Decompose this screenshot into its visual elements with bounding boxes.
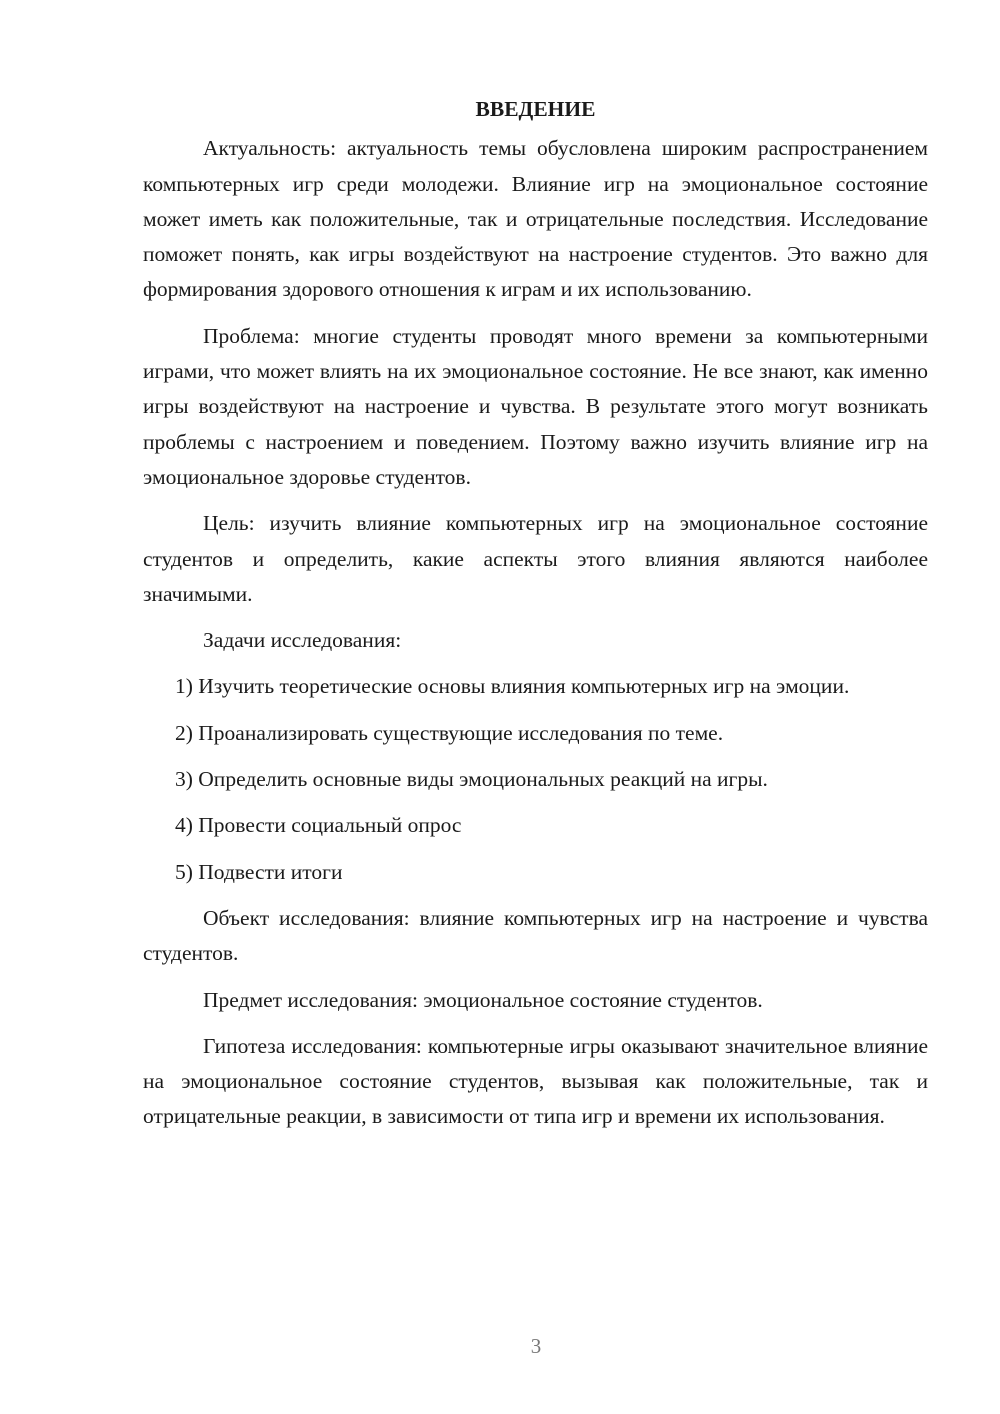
task-item-5: 5) Подвести итоги (175, 859, 343, 884)
section-title: ВВЕДЕНИЕ (475, 97, 596, 121)
paragraph-relevance: Актуальность: актуальность темы обусловлена широким распространением компьютерных игр среди молодежи. Влияние игр на эмоциональное состояние может иметь как положительные, так и отрицательные последствия. Исследование поможет понять, как игры воздействуют на настроение студентов. Это важно для формирования здорового отношения к играм и их использованию. (143, 136, 928, 302)
task-item-1: 1) Изучить теоретические основы влияния компьютерных игр на эмоции. (175, 674, 850, 699)
tasks-heading: Задачи исследования: (203, 628, 402, 653)
task-item-3: 3) Определить основные виды эмоциональных реакций на игры. (175, 767, 768, 792)
page-number: 3 (530, 1334, 542, 1358)
page-content (143, 92, 928, 1135)
paragraph-problem: Проблема: многие студенты проводят много времени за компьютерными играми, что может влиять на их эмоциональное состояние. Не все знают, как именно игры воздействуют на настроение и чувства. В результате этого могут возникать проблемы с настроением и поведением. Поэтому важно изучить влияние игр на эмоциональное здоровье студентов. (143, 323, 928, 489)
paragraph-object: Объект исследования: влияние компьютерных игр на настроение и чувства студентов. (143, 905, 928, 966)
task-item-2: 2) Проанализировать существующие исследования по теме. (175, 720, 724, 745)
paragraph-subject: Предмет исследования: эмоциональное состояние студентов. (203, 987, 763, 1012)
paragraph-goal: Цель: изучить влияние компьютерных игр на эмоциональное состояние студентов и определить, какие аспекты этого влияния являются наиболее значимыми. (143, 511, 928, 606)
task-item-4: 4) Провести социальный опрос (175, 813, 462, 838)
paragraph-hypothesis: Гипотеза исследования: компьютерные игры оказывают значительное влияние на эмоциональное состояние студентов, вызывая как положительные, так и отрицательные реакции, в зависимости от типа игр и времени их использования. (143, 1033, 928, 1129)
